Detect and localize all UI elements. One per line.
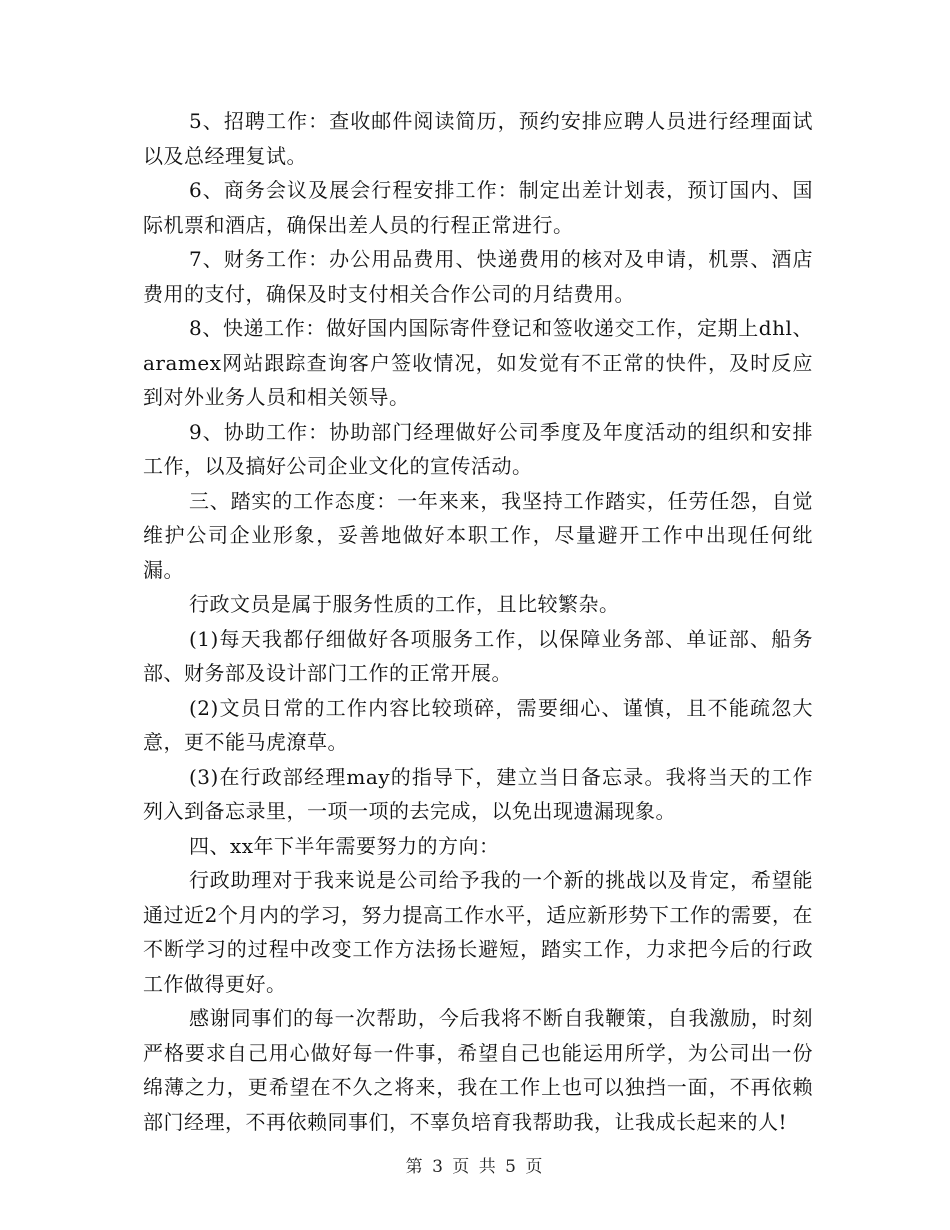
paragraph-clerk-intro: 行政文员是属于服务性质的工作，且比较繁杂。 — [189, 592, 620, 616]
paragraph-recruitment: 5、招聘工作：查收邮件阅读简历，预约安排应聘人员进行经理面试以及总经理复试。 — [143, 109, 813, 168]
paragraph-thanks: 感谢同事们的每一次帮助，今后我将不断自我鞭策，自我激励，时刻严格要求自己用心做好每一件事，希望自己也能运用所学，为公司出一份绵薄之力，更希望在不久之将来，我在工作上也可以独挡一面，不再依赖部门经理，不再依赖同事们，不辜负培育我帮助我，让我成长起来的人! — [143, 1006, 813, 1134]
paragraph-admin-assistant: 行政助理对于我来说是公司给予我的一个新的挑战以及肯定，希望能通过近2个月内的学习，努力提高工作水平，适应新形势下工作的需要，在不断学习的过程中改变工作方法扬长避短，踏实工作，力求把今后的行政工作做得更好。 — [143, 868, 813, 996]
section-heading-direction: 四、xx年下半年需要努力的方向： — [189, 833, 500, 858]
document-body — [143, 104, 813, 1139]
page-number-footer: 第 3 页 共 5 页 — [405, 1157, 545, 1177]
paragraph-item-3: (3)在行政部经理may的指导下，建立当日备忘录。我将当天的工作列入到备忘录里，一项一项的去完成，以免出现遗漏现象。 — [143, 764, 813, 823]
paragraph-item-2: (2)文员日常的工作内容比较琐碎，需要细心、谨慎，且不能疏忽大意，更不能马虎潦草。 — [143, 695, 813, 754]
paragraph-express: 8、快递工作：做好国内国际寄件登记和签收递交工作，定期上dhl、aramex网站跟踪查询客户签收情况，如发觉有不正常的快件，及时反应到对外业务人员和相关领导。 — [143, 316, 813, 409]
paragraph-business-travel: 6、商务会议及展会行程安排工作：制定出差计划表，预订国内、国际机票和酒店，确保出差人员的行程正常进行。 — [143, 178, 813, 237]
paragraph-item-1: (1)每天我都仔细做好各项服务工作，以保障业务部、单证部、船务部、财务部及设计部门工作的正常开展。 — [143, 626, 813, 685]
paragraph-work-attitude: 三、踏实的工作态度：一年来来，我坚持工作踏实，任劳任怨，自觉维护公司企业形象，妥善地做好本职工作，尽量避开工作中出现任何纰漏。 — [143, 488, 813, 582]
paragraph-assist: 9、协助工作：协助部门经理做好公司季度及年度活动的组织和安排工作，以及搞好公司企业文化的宣传活动。 — [143, 419, 813, 478]
paragraph-finance: 7、财务工作：办公用品费用、快递费用的核对及申请，机票、酒店费用的支付，确保及时支付相关合作公司的月结费用。 — [143, 247, 813, 306]
